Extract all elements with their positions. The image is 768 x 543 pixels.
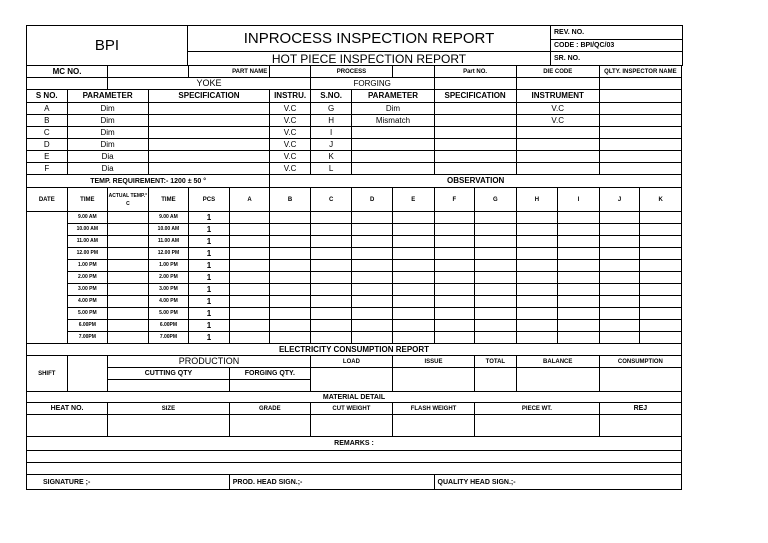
issue-label: ISSUE: [392, 356, 474, 368]
die-code-label: DIE CODE: [516, 66, 599, 78]
param-row: [27, 139, 682, 151]
param-name: Dim: [67, 103, 148, 115]
obs-col-e: E: [392, 188, 434, 212]
obs-col-i: I: [558, 188, 600, 212]
param-instrument: [516, 163, 599, 175]
part-no-label: Part NO.: [434, 66, 516, 78]
company-name: BPI: [27, 26, 188, 66]
observation-row: [27, 332, 682, 344]
obs-time2: 11.00 AM: [148, 236, 189, 248]
load-label: LOAD: [310, 356, 392, 368]
observation-row: [27, 284, 682, 296]
obs-time: 1.00 PM: [67, 260, 108, 272]
observation-row: [27, 248, 682, 260]
cutting-qty-label: CUTTING QTY: [108, 368, 230, 380]
remarks-label: REMARKS :: [27, 437, 682, 451]
forging-qty-label: FORGING QTY.: [229, 368, 310, 380]
param-sno: B: [27, 115, 68, 127]
rev-no: REV. NO.: [551, 26, 683, 40]
report-subtitle: HOT PIECE INSPECTION REPORT: [188, 52, 551, 66]
obs-time2: 6.00PM: [148, 320, 189, 332]
cut-weight-label: CUT WEIGHT: [310, 403, 392, 415]
obs-time2: 1.00 PM: [148, 260, 189, 272]
qlty-inspector-label: QLTY. INSPECTOR NAME: [599, 66, 681, 78]
param-name2: [352, 163, 434, 175]
param-name2: [352, 139, 434, 151]
param-name2: Dim: [352, 103, 434, 115]
param-name: Dim: [67, 139, 148, 151]
obs-time: 5.00 PM: [67, 308, 108, 320]
heat-no-label: HEAT NO.: [27, 403, 108, 415]
obs-col-a: A: [229, 188, 270, 212]
obs-pcs: 1: [189, 296, 230, 308]
instrument-header: INSTRUMENT: [516, 90, 599, 103]
param-sno: E: [27, 151, 68, 163]
obs-col-c: C: [310, 188, 352, 212]
obs-pcs: 1: [189, 284, 230, 296]
obs-pcs: 1: [189, 320, 230, 332]
param-row: [27, 115, 682, 127]
param-instru: V.C: [270, 151, 311, 163]
process-value: FORGING: [310, 78, 434, 90]
report-title: INPROCESS INSPECTION REPORT: [188, 26, 551, 52]
parameter2-header: PARAMETER: [352, 90, 434, 103]
electricity-title: ELECTRICITY CONSUMPTION REPORT: [27, 344, 682, 356]
total-label: TOTAL: [475, 356, 517, 368]
obs-time2: 9.00 AM: [148, 212, 189, 224]
obs-pcs: 1: [189, 260, 230, 272]
grade-label: GRADE: [229, 403, 310, 415]
size-label: SIZE: [108, 403, 230, 415]
flash-weight-label: FLASH WEIGHT: [392, 403, 474, 415]
sr-no: SR. NO.: [551, 52, 683, 66]
param-instrument: V.C: [516, 103, 599, 115]
prod-head-sign-label: PROD. HEAD SIGN.;-: [229, 475, 434, 490]
param-sno2: K: [310, 151, 352, 163]
specification2-header: SPECIFICATION: [434, 90, 516, 103]
param-name: Dia: [67, 163, 148, 175]
obs-pcs: 1: [189, 236, 230, 248]
parameter-header: PARAMETER: [67, 90, 148, 103]
param-name: Dim: [67, 115, 148, 127]
param-row: [27, 103, 682, 115]
obs-col-h: H: [516, 188, 558, 212]
observation-title: OBSERVATION: [270, 175, 682, 188]
param-instru: V.C: [270, 103, 311, 115]
obs-col-j: J: [599, 188, 640, 212]
param-row: [27, 127, 682, 139]
process-label: PROCESS: [310, 66, 392, 78]
consumption-label: CONSUMPTION: [599, 356, 681, 368]
observation-row: [27, 320, 682, 332]
mc-no-label: MC NO.: [27, 66, 108, 78]
param-sno: A: [27, 103, 68, 115]
observation-row: [27, 308, 682, 320]
report-header: [26, 25, 683, 66]
obs-col-k: K: [640, 188, 682, 212]
observation-row: [27, 296, 682, 308]
shift-label: SHIFT: [27, 356, 68, 392]
obs-time: 7.00PM: [67, 332, 108, 344]
part-name-label: PART NAME: [189, 66, 270, 78]
obs-pcs: 1: [189, 332, 230, 344]
production-label: PRODUCTION: [108, 356, 311, 368]
quality-head-sign-label: QUALITY HEAD SIGN.;-: [434, 475, 681, 490]
observation-row: [27, 272, 682, 284]
obs-pcs: 1: [189, 224, 230, 236]
observation-row: [27, 236, 682, 248]
balance-label: BALANCE: [516, 356, 599, 368]
obs-time2: 5.00 PM: [148, 308, 189, 320]
obs-col-d: D: [352, 188, 393, 212]
param-instru: V.C: [270, 163, 311, 175]
param-instrument: [516, 127, 599, 139]
piece-wt-label: PIECE WT.: [475, 403, 600, 415]
observation-row: [27, 224, 682, 236]
obs-time: 4.00 PM: [67, 296, 108, 308]
obs-time: 9.00 AM: [67, 212, 108, 224]
doc-code: CODE : BPI/QC/03: [551, 40, 683, 52]
obs-pcs: 1: [189, 308, 230, 320]
obs-pcs: 1: [189, 272, 230, 284]
obs-col-f: F: [434, 188, 475, 212]
param-instru: V.C: [270, 139, 311, 151]
obs-time2: 3.00 PM: [148, 284, 189, 296]
param-sno: F: [27, 163, 68, 175]
param-name2: [352, 151, 434, 163]
param-instrument: [516, 151, 599, 163]
param-instru: V.C: [270, 127, 311, 139]
param-sno2: H: [310, 115, 352, 127]
param-name: Dim: [67, 127, 148, 139]
time-header: TIME: [67, 188, 108, 212]
param-name2: Mismatch: [352, 115, 434, 127]
obs-time2: 7.00PM: [148, 332, 189, 344]
param-sno2: I: [310, 127, 352, 139]
obs-time2: 2.00 PM: [148, 272, 189, 284]
signature-label: SIGNATURE ;-: [27, 475, 230, 490]
date-header: DATE: [27, 188, 68, 212]
param-sno2: G: [310, 103, 352, 115]
param-instrument: V.C: [516, 115, 599, 127]
param-sno2: L: [310, 163, 352, 175]
rej-label: REJ: [599, 403, 681, 415]
part-name-value: YOKE: [108, 78, 311, 90]
obs-time2: 12.00 PM: [148, 248, 189, 260]
param-sno2: J: [310, 139, 352, 151]
obs-time2: 4.00 PM: [148, 296, 189, 308]
time2-header: TIME: [148, 188, 189, 212]
instru-header: INSTRU.: [270, 90, 311, 103]
obs-time: 2.00 PM: [67, 272, 108, 284]
obs-time: 12.00 PM: [67, 248, 108, 260]
obs-time2: 10.00 AM: [148, 224, 189, 236]
pcs-header: PCS: [189, 188, 230, 212]
specification-header: SPECIFICATION: [148, 90, 270, 103]
sno2-header: S.NO.: [310, 90, 352, 103]
observation-row: [27, 212, 682, 224]
obs-pcs: 1: [189, 212, 230, 224]
param-row: [27, 163, 682, 175]
obs-col-g: G: [475, 188, 517, 212]
inspection-grid: [26, 65, 682, 490]
param-row: [27, 151, 682, 163]
observation-row: [27, 260, 682, 272]
obs-time: 11.00 AM: [67, 236, 108, 248]
material-title: MATERIAL DETAIL: [27, 392, 682, 403]
actual-temp-header: ACTUAL TEMP.° C: [108, 188, 149, 212]
obs-time: 6.00PM: [67, 320, 108, 332]
sno-header: S NO.: [27, 90, 68, 103]
param-name: Dia: [67, 151, 148, 163]
param-sno: C: [27, 127, 68, 139]
date-cell: [27, 212, 68, 344]
param-instrument: [516, 139, 599, 151]
obs-time: 3.00 PM: [67, 284, 108, 296]
obs-pcs: 1: [189, 248, 230, 260]
param-instru: V.C: [270, 115, 311, 127]
temp-requirement: TEMP. REQUIREMENT:- 1200 ± 50 °: [27, 175, 270, 188]
param-sno: D: [27, 139, 68, 151]
obs-time: 10.00 AM: [67, 224, 108, 236]
obs-col-b: B: [270, 188, 311, 212]
param-name2: [352, 127, 434, 139]
